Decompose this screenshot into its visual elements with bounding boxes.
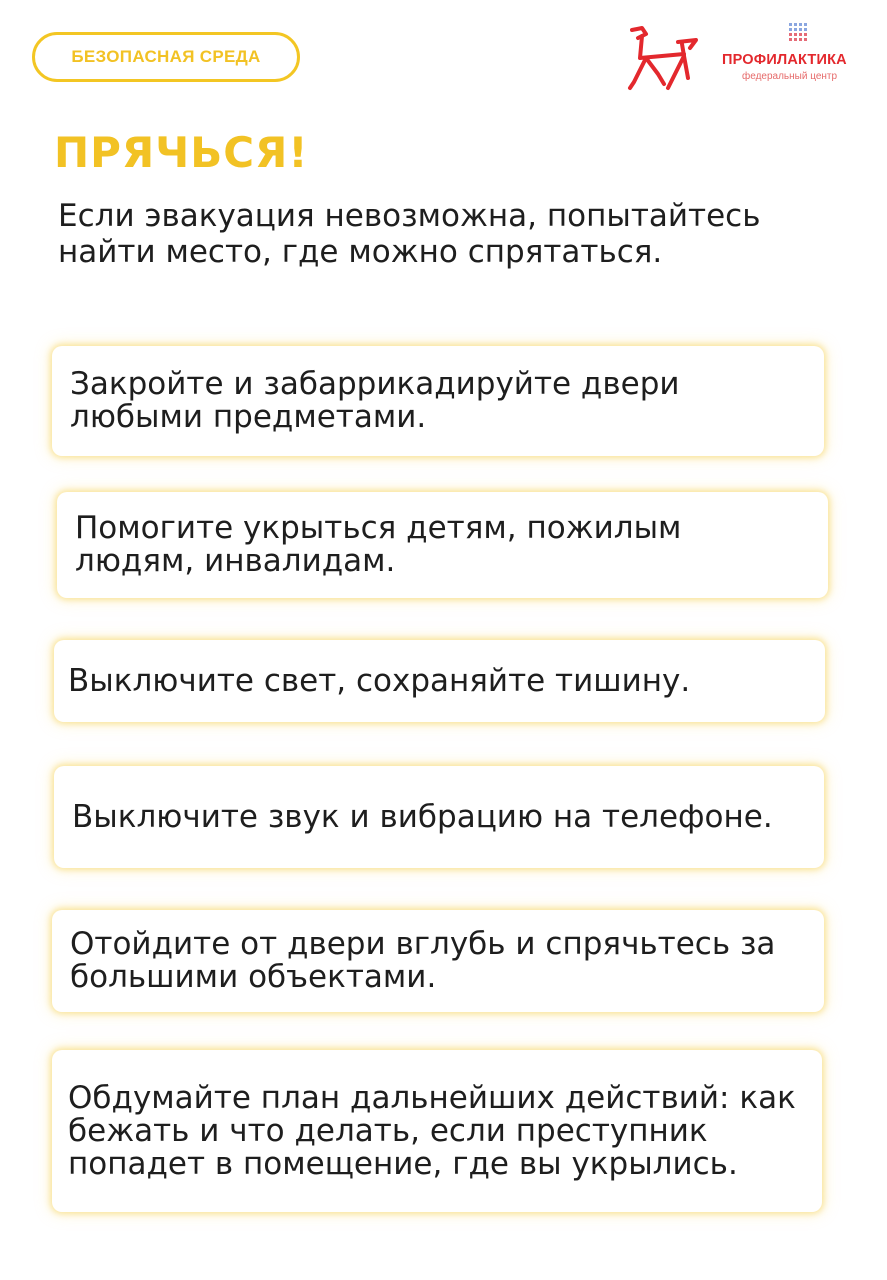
advice-card-text: Помогите укрыться детям, пожилым людям, инвалидам. bbox=[75, 510, 682, 579]
advice-card-help-others bbox=[57, 492, 828, 598]
safe-environment-badge bbox=[32, 32, 300, 82]
advice-card-text: Выключите свет, сохраняйте тишину. bbox=[68, 662, 691, 699]
advice-card-barricade bbox=[52, 346, 824, 456]
logo-subtitle: федеральный центр bbox=[742, 71, 838, 82]
advice-card-text: Закройте и забаррикадируйте двери любыми предметами. bbox=[70, 366, 680, 435]
advice-card-lights-off bbox=[54, 640, 825, 722]
advice-card-hide-deeper bbox=[52, 910, 824, 1012]
advice-card-text: Выключите звук и вибрацию на телефоне. bbox=[72, 798, 773, 835]
advice-card-text: Обдумайте план дальнейших действий: как бежать и что делать, если преступник попадет в помещение, где вы укрылись. bbox=[68, 1079, 796, 1182]
advice-card-phone-silent bbox=[54, 766, 824, 868]
advice-card-text: Отойдите от двери вглубь и спрячьтесь за большими объектами. bbox=[70, 926, 776, 995]
stylized-horse-logo-icon bbox=[624, 24, 700, 92]
intro-text: Если эвакуация невозможна, попытайтесь найти место, где можно спрятаться. bbox=[58, 198, 761, 270]
advice-card-plan bbox=[52, 1050, 822, 1212]
dotted-grid-logo-icon bbox=[788, 22, 810, 46]
badge-label: БЕЗОПАСНАЯ СРЕДА bbox=[71, 47, 261, 66]
logo-title: ПРОФИЛАКТИКА bbox=[722, 52, 847, 68]
page-title: ПРЯЧЬСЯ! bbox=[54, 128, 309, 177]
